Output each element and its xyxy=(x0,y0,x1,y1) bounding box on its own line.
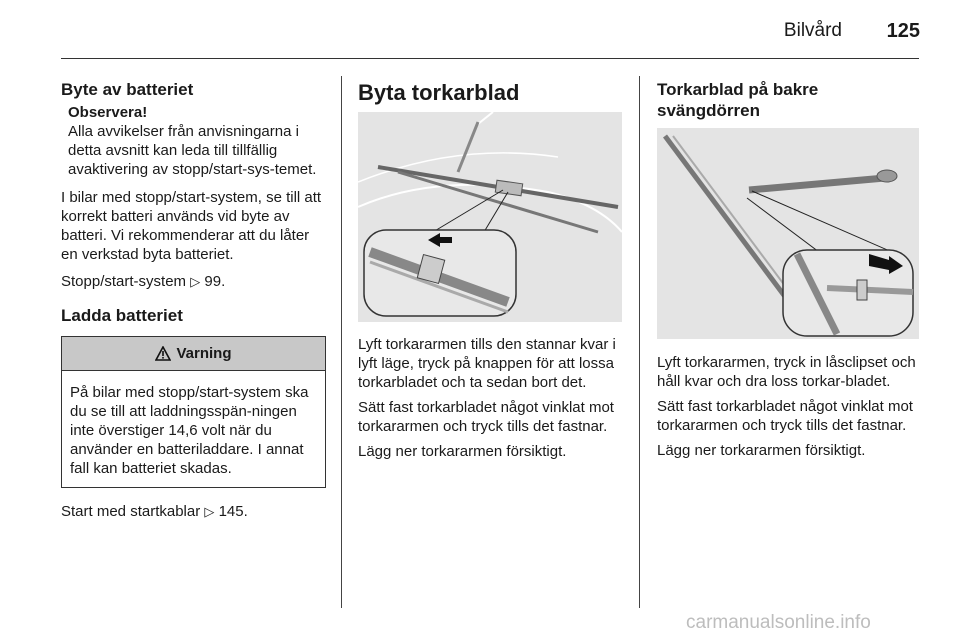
column-divider-2 xyxy=(639,76,640,608)
note-title: Observera! xyxy=(68,104,148,121)
rear-wiper-paragraph-3: Lägg ner torkararmen försiktigt. xyxy=(657,442,866,459)
rear-wiper-paragraph-2: Sätt fast torkarbladet något vinklat mot torkararmen och tryck tills det fastnar. xyxy=(657,398,913,434)
page-number: 125 xyxy=(886,20,920,42)
warning-text: På bilar med stopp/start-system ska du se till att laddningsspän-ningen inte överstiger 14,6 volt när du använder en batteriladdare. I annat fall kan batteriet skadas. xyxy=(70,384,309,477)
warning-box xyxy=(61,336,326,488)
section-heading-battery-change: Byte av batteriet xyxy=(61,80,194,99)
warning-triangle-icon xyxy=(155,346,171,361)
page-ref-start-stop[interactable]: Stopp/start-system ▷ 99. xyxy=(61,273,226,290)
section-heading-charge-battery: Ladda batteriet xyxy=(61,306,183,325)
header-title: Bilvård xyxy=(783,20,842,41)
column-battery xyxy=(61,79,326,529)
rear-wiper-illustration xyxy=(657,128,919,339)
wiper-blade-illustration xyxy=(358,112,622,322)
section-heading-rear-wiper: Torkarblad på bakre svängdörren xyxy=(657,80,819,120)
column-wiper-blade xyxy=(358,79,624,469)
battery-paragraph: I bilar med stopp/start-system, se till att korrekt batteri används vid byte av batteri. Vi rekommenderar att du låter en verkstad byta batteriet. xyxy=(61,189,322,263)
column-divider-1 xyxy=(341,76,342,608)
wiper-paragraph-3: Lägg ner torkararmen försiktigt. xyxy=(358,443,567,460)
wiper-paragraph-2: Sätt fast torkarbladet något vinklat mot torkararmen och tryck tills det fastnar. xyxy=(358,399,614,435)
section-heading-wiper-blades: Byta torkarblad xyxy=(358,80,520,105)
page-reference-arrow-icon: ▷ xyxy=(190,274,201,289)
warning-title: Varning xyxy=(176,345,232,362)
page-reference-arrow-icon: ▷ xyxy=(204,504,215,519)
warning-header xyxy=(62,337,325,371)
rear-wiper-paragraph-1: Lyft torkararmen, tryck in låsclipset och håll kvar och dra loss torkar-bladet. xyxy=(657,354,916,390)
header-rule xyxy=(61,58,919,59)
watermark: carmanualsonline.info xyxy=(686,612,871,633)
wiper-paragraph-1: Lyft torkararmen tills den stannar kvar i lyft läge, tryck på knappen för att lossa torkarbladet och ta sedan bort det. xyxy=(358,336,616,391)
note-block xyxy=(61,103,326,179)
note-text: Alla avvikelser från anvisningarna i detta avsnitt kan leda till tillfällig avaktivering av stopp/start-sys-temet. xyxy=(68,123,317,178)
column-rear-wiper xyxy=(657,79,920,468)
page-ref-jump-start[interactable]: Start med startkablar ▷ 145. xyxy=(61,503,248,520)
